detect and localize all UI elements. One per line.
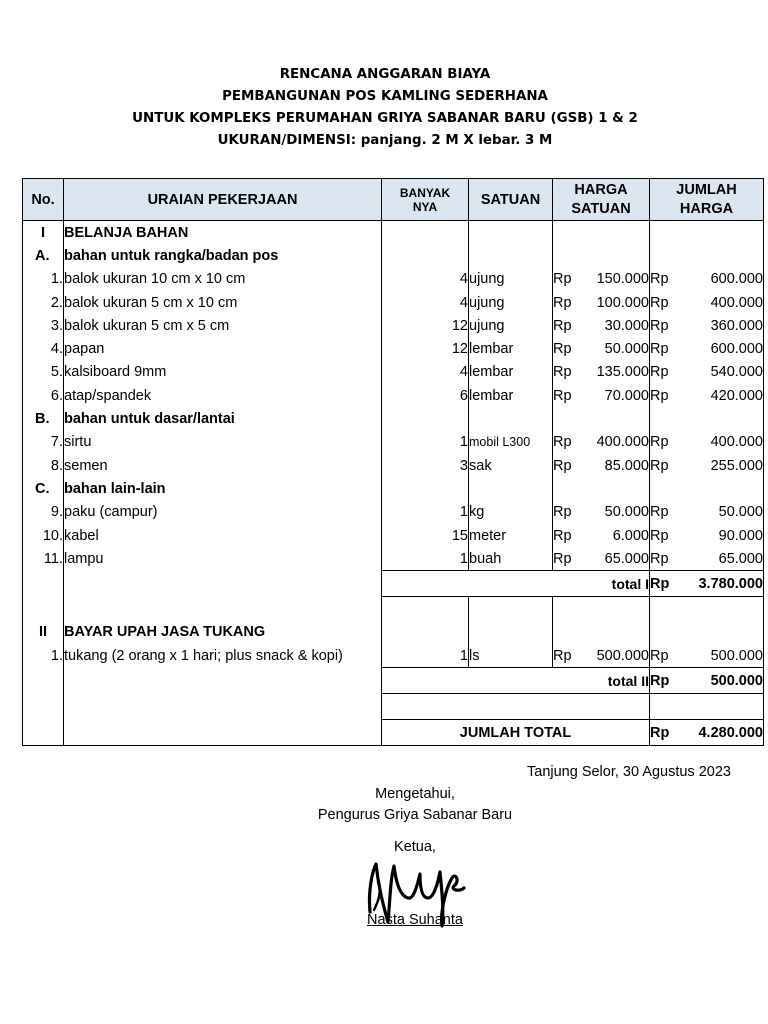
section-heading-I-no: I	[23, 221, 64, 245]
header-banyaknya-line2: NYA	[412, 199, 438, 214]
currency-label: Rp	[650, 672, 670, 689]
header-satuan: SATUAN	[469, 179, 553, 221]
item-no: 10.	[23, 524, 64, 547]
currency-label: Rp	[650, 387, 669, 404]
empty-cell	[650, 597, 764, 621]
item-unit: mobil L300	[469, 431, 553, 454]
item-amount-value: 500.000	[710, 647, 763, 664]
currency-label: Rp	[553, 457, 572, 474]
item-unit-price-value: 100.000	[596, 294, 649, 311]
table-row	[23, 291, 764, 314]
currency-label: Rp	[650, 294, 669, 311]
item-amount-value: 420.000	[710, 387, 763, 404]
item-unit: sak	[469, 454, 553, 477]
empty-cell	[64, 694, 382, 720]
empty-cell	[553, 221, 650, 245]
empty-cell	[23, 597, 64, 621]
currency-label: Rp	[553, 550, 572, 567]
item-unit-price-content	[553, 434, 649, 450]
spacer-row	[23, 597, 764, 621]
currency-label: Rp	[650, 527, 669, 544]
item-amount	[650, 291, 764, 314]
item-unit-price-content	[553, 528, 649, 544]
item-unit-price-value: 6.000	[612, 527, 649, 544]
currency-label: Rp	[650, 457, 669, 474]
currency-label: Rp	[553, 317, 572, 334]
empty-cell	[469, 221, 553, 245]
item-unit-price	[553, 384, 650, 407]
item-description: kabel	[64, 524, 382, 547]
currency-label: Rp	[650, 550, 669, 567]
group-heading-A-no: A.	[23, 244, 64, 267]
empty-cell	[650, 244, 764, 267]
table-header-row	[23, 179, 764, 221]
total-row-I-value-content	[650, 576, 763, 592]
item-amount	[650, 361, 764, 384]
empty-cell	[382, 597, 469, 621]
item-unit-price-content	[553, 388, 649, 404]
empty-cell	[650, 694, 764, 720]
total-row-I-value-value: 3.780.000	[698, 575, 763, 592]
item-unit-price	[553, 547, 650, 571]
item-no: 3.	[23, 314, 64, 337]
item-description: balok ukuran 10 cm x 10 cm	[64, 268, 382, 291]
header-banyaknya	[382, 179, 469, 221]
group-heading-C-no: C.	[23, 477, 64, 500]
title-line-3: UNTUK KOMPLEKS PERUMAHAN GRIYA SABANAR BARU (GSB) 1 & 2	[132, 111, 638, 126]
item-unit-price-value: 150.000	[596, 271, 649, 288]
item-amount-content	[650, 504, 763, 520]
total-row-II	[23, 668, 764, 694]
total-row-I-value	[650, 571, 764, 597]
item-unit-price-value: 50.000	[604, 341, 649, 358]
item-quantity: 12	[382, 337, 469, 360]
item-description: papan	[64, 337, 382, 360]
item-unit-price	[553, 501, 650, 524]
item-quantity: 4	[382, 268, 469, 291]
item-unit-price-content	[553, 318, 649, 334]
item-amount	[650, 454, 764, 477]
item-amount-content	[650, 528, 763, 544]
item-amount-content	[650, 295, 763, 311]
item-no: 4.	[23, 337, 64, 360]
total-row-II-value-content	[650, 673, 763, 689]
item-no: 5.	[23, 361, 64, 384]
empty-cell	[650, 407, 764, 430]
item-amount	[650, 524, 764, 547]
currency-label: Rp	[650, 647, 669, 664]
empty-cell	[23, 668, 64, 694]
group-heading-B	[23, 407, 764, 430]
item-amount-value: 65.000	[718, 550, 763, 567]
item-amount-content	[650, 271, 763, 287]
header-harga-line2: SATUAN	[571, 200, 631, 217]
item-unit-price-content	[553, 295, 649, 311]
total-row-II-value	[650, 668, 764, 694]
header-banyaknya-line1: BANYAK	[399, 185, 451, 200]
item-unit-price-value: 50.000	[604, 504, 649, 521]
item-amount-content	[650, 434, 763, 450]
group-heading-C-title: bahan lain-lain	[64, 477, 382, 500]
item-amount-value: 50.000	[718, 504, 763, 521]
item-description: tukang (2 orang x 1 hari; plus snack & kopi)	[64, 644, 382, 668]
currency-label: Rp	[553, 341, 572, 358]
empty-cell	[382, 694, 650, 720]
currency-label: Rp	[553, 504, 572, 521]
header-no: No.	[23, 179, 64, 221]
item-quantity: 1	[382, 431, 469, 454]
item-no: 7.	[23, 431, 64, 454]
total-row-I	[23, 571, 764, 597]
item-amount-content	[650, 551, 763, 567]
item-amount	[650, 314, 764, 337]
item-amount-value: 400.000	[710, 434, 763, 451]
item-unit-price-value: 400.000	[596, 434, 649, 451]
item-amount	[650, 337, 764, 360]
group-heading-B-title: bahan untuk dasar/lantai	[64, 407, 382, 430]
empty-cell	[382, 244, 469, 267]
blank-row	[23, 694, 764, 720]
empty-cell	[469, 244, 553, 267]
title-line-1: RENCANA ANGGARAN BIAYA	[279, 67, 491, 82]
item-amount-value: 400.000	[710, 294, 763, 311]
item-amount-content	[650, 318, 763, 334]
item-unit: ujung	[469, 314, 553, 337]
item-unit: lembar	[469, 384, 553, 407]
document-title	[0, 64, 768, 152]
item-amount-content	[650, 648, 763, 664]
empty-cell	[23, 694, 64, 720]
table-row	[23, 314, 764, 337]
role-label: Ketua,	[394, 839, 436, 855]
currency-label: Rp	[650, 317, 669, 334]
empty-cell	[64, 668, 382, 694]
item-unit-price-value: 85.000	[604, 457, 649, 474]
item-description: balok ukuran 5 cm x 5 cm	[64, 314, 382, 337]
item-no: 8.	[23, 454, 64, 477]
item-amount-value: 90.000	[718, 527, 763, 544]
item-description: sirtu	[64, 431, 382, 454]
total-row-II-value-value: 500.000	[710, 672, 763, 689]
item-amount	[650, 501, 764, 524]
empty-cell	[64, 571, 382, 597]
item-unit-price-value: 30.000	[604, 317, 649, 334]
item-unit: ujung	[469, 268, 553, 291]
item-quantity: 12	[382, 314, 469, 337]
item-unit-price	[553, 644, 650, 668]
item-amount-content	[650, 388, 763, 404]
table-row	[23, 337, 764, 360]
grand-total-row	[23, 720, 764, 746]
item-no: 11.	[23, 547, 64, 571]
item-unit-price-content	[553, 648, 649, 664]
table-row	[23, 384, 764, 407]
item-unit-price	[553, 431, 650, 454]
total-row-I-label: total I	[382, 571, 650, 597]
table-row	[23, 454, 764, 477]
item-no: 1.	[23, 644, 64, 668]
empty-cell	[469, 621, 553, 644]
currency-label: Rp	[650, 271, 669, 288]
currency-label: Rp	[650, 724, 670, 741]
item-unit-price-value: 135.000	[596, 364, 649, 381]
title-line-4: UKURAN/DIMENSI: panjang. 2 M X lebar. 3 M	[217, 133, 553, 148]
currency-label: Rp	[553, 294, 572, 311]
item-amount-value: 540.000	[710, 364, 763, 381]
grand-total-row-value-value: 4.280.000	[698, 724, 763, 741]
item-quantity: 1	[382, 501, 469, 524]
header-jumlah-line2: HARGA	[679, 200, 734, 217]
currency-label: Rp	[553, 364, 572, 381]
empty-cell	[64, 720, 382, 746]
empty-cell	[553, 621, 650, 644]
currency-label: Rp	[650, 434, 669, 451]
item-unit-price-value: 500.000	[596, 647, 649, 664]
item-unit-price	[553, 524, 650, 547]
item-no: 9.	[23, 501, 64, 524]
empty-cell	[382, 621, 469, 644]
item-unit: ls	[469, 644, 553, 668]
item-unit: lembar	[469, 337, 553, 360]
grand-total-row-value-content	[650, 725, 763, 741]
item-amount	[650, 644, 764, 668]
currency-label: Rp	[650, 504, 669, 521]
item-unit-price	[553, 314, 650, 337]
item-unit: lembar	[469, 361, 553, 384]
acknowledged-label: Mengetahui,	[375, 786, 455, 802]
signer-name: Nasta Suhanta	[367, 912, 463, 928]
empty-cell	[650, 221, 764, 245]
item-amount	[650, 431, 764, 454]
group-heading-B-no: B.	[23, 407, 64, 430]
empty-cell	[382, 477, 469, 500]
item-description: paku (campur)	[64, 501, 382, 524]
table-row	[23, 431, 764, 454]
table-row	[23, 501, 764, 524]
item-quantity: 1	[382, 547, 469, 571]
grand-total-row-label: JUMLAH TOTAL	[382, 720, 650, 746]
section-heading-II-no: II	[23, 621, 64, 644]
item-quantity: 4	[382, 361, 469, 384]
item-quantity: 15	[382, 524, 469, 547]
header-harga-line1: HARGA	[574, 181, 628, 198]
header-jumlah-line1: JUMLAH	[676, 181, 737, 198]
item-no: 2.	[23, 291, 64, 314]
item-amount	[650, 268, 764, 291]
empty-cell	[469, 407, 553, 430]
item-amount-content	[650, 341, 763, 357]
currency-label: Rp	[650, 364, 669, 381]
item-unit-price-content	[553, 551, 649, 567]
item-unit-price-content	[553, 504, 649, 520]
table-row	[23, 361, 764, 384]
item-unit: meter	[469, 524, 553, 547]
item-description: balok ukuran 5 cm x 10 cm	[64, 291, 382, 314]
empty-cell	[553, 244, 650, 267]
organization-name: Pengurus Griya Sabanar Baru	[317, 807, 513, 823]
group-heading-A	[23, 244, 764, 267]
item-amount-value: 600.000	[710, 271, 763, 288]
empty-cell	[553, 477, 650, 500]
section-heading-I	[23, 221, 764, 245]
item-unit: ujung	[469, 291, 553, 314]
item-unit-price-content	[553, 341, 649, 357]
group-heading-A-title: bahan untuk rangka/badan pos	[64, 244, 382, 267]
currency-label: Rp	[553, 387, 572, 404]
item-no: 6.	[23, 384, 64, 407]
item-amount-value: 600.000	[710, 341, 763, 358]
item-quantity: 1	[382, 644, 469, 668]
header-uraian: URAIAN PEKERJAAN	[64, 179, 382, 221]
empty-cell	[553, 407, 650, 430]
empty-cell	[469, 597, 553, 621]
currency-label: Rp	[553, 271, 572, 288]
empty-cell	[23, 571, 64, 597]
item-no: 1.	[23, 268, 64, 291]
table-row	[23, 547, 764, 571]
grand-total-row-value	[650, 720, 764, 746]
item-amount-value: 360.000	[710, 317, 763, 334]
empty-cell	[64, 597, 382, 621]
empty-cell	[382, 407, 469, 430]
place-date: Tanjung Selor, 30 Agustus 2023	[527, 764, 731, 780]
currency-label: Rp	[650, 575, 670, 592]
currency-label: Rp	[553, 647, 572, 664]
section-heading-II	[23, 621, 764, 644]
item-amount-content	[650, 364, 763, 380]
item-unit-price-content	[553, 364, 649, 380]
budget-table	[22, 178, 764, 746]
item-amount	[650, 547, 764, 571]
empty-cell	[553, 597, 650, 621]
currency-label: Rp	[553, 434, 572, 451]
item-unit-price	[553, 268, 650, 291]
empty-cell	[469, 477, 553, 500]
section-heading-II-title: BAYAR UPAH JASA TUKANG	[64, 621, 382, 644]
table-row	[23, 644, 764, 668]
table-row	[23, 524, 764, 547]
title-line-2: PEMBANGUNAN POS KAMLING SEDERHANA	[222, 89, 548, 104]
item-description: atap/spandek	[64, 384, 382, 407]
currency-label: Rp	[553, 527, 572, 544]
item-unit-price-value: 65.000	[604, 550, 649, 567]
item-unit-price	[553, 361, 650, 384]
item-quantity: 4	[382, 291, 469, 314]
item-unit-price-content	[553, 271, 649, 287]
item-amount-content	[650, 458, 763, 474]
item-quantity: 6	[382, 384, 469, 407]
item-unit-price	[553, 291, 650, 314]
empty-cell	[650, 477, 764, 500]
currency-label: Rp	[650, 341, 669, 358]
total-row-II-label: total II	[382, 668, 650, 694]
item-unit: buah	[469, 547, 553, 571]
empty-cell	[382, 221, 469, 245]
item-description: semen	[64, 454, 382, 477]
item-unit-price-content	[553, 458, 649, 474]
item-description: lampu	[64, 547, 382, 571]
item-unit-price	[553, 337, 650, 360]
item-description: kalsiboard 9mm	[64, 361, 382, 384]
header-jumlah-harga	[650, 179, 764, 221]
table-row	[23, 268, 764, 291]
empty-cell	[650, 621, 764, 644]
group-heading-C	[23, 477, 764, 500]
item-unit-price-value: 70.000	[604, 387, 649, 404]
item-amount-value: 255.000	[710, 457, 763, 474]
item-unit: kg	[469, 501, 553, 524]
item-amount	[650, 384, 764, 407]
item-unit-price	[553, 454, 650, 477]
header-harga-satuan	[553, 179, 650, 221]
item-quantity: 3	[382, 454, 469, 477]
empty-cell	[23, 720, 64, 746]
section-heading-I-title: BELANJA BAHAN	[64, 221, 382, 245]
